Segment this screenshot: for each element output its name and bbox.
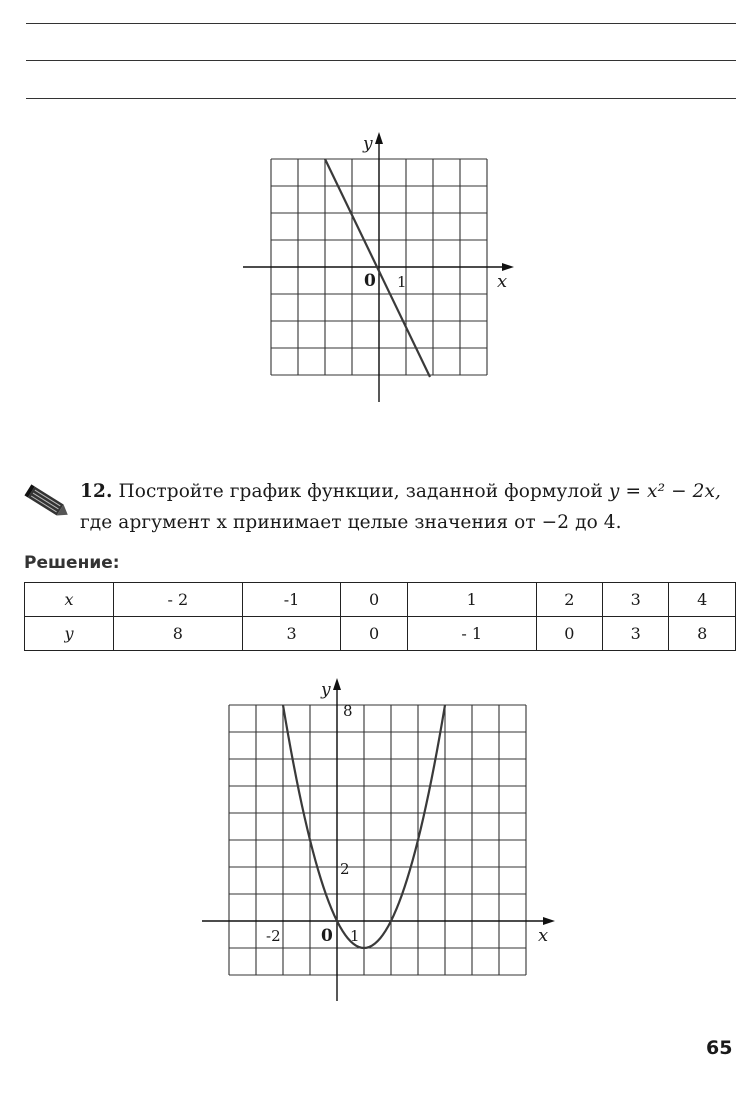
y-cell: 0 bbox=[341, 617, 407, 651]
x-cell: 0 bbox=[341, 583, 407, 617]
y-axis-arrow bbox=[375, 132, 383, 144]
y-cell: - 1 bbox=[407, 617, 536, 651]
x-axis-arrow bbox=[543, 917, 555, 925]
x-cell: 1 bbox=[407, 583, 536, 617]
y-cell: 8 bbox=[114, 617, 243, 651]
table-row-y bbox=[25, 617, 736, 651]
x-axis-label: x bbox=[497, 271, 508, 292]
y-two-label: 2 bbox=[340, 860, 350, 878]
x-cell: 3 bbox=[603, 583, 669, 617]
x-cell: -1 bbox=[242, 583, 341, 617]
y-cell: 8 bbox=[669, 617, 736, 651]
task-formula: y = x² − 2x, bbox=[608, 481, 722, 502]
row-y-label: y bbox=[25, 617, 114, 651]
neg-two-label: -2 bbox=[266, 927, 281, 945]
task-12 bbox=[80, 476, 740, 538]
x-cell: 4 bbox=[669, 583, 736, 617]
y-axis-label: y bbox=[363, 134, 373, 154]
y-axis-arrow bbox=[333, 678, 341, 690]
x-cell: 2 bbox=[536, 583, 602, 617]
origin-label: 0 bbox=[364, 271, 376, 291]
x-axis-arrow bbox=[502, 263, 514, 271]
task-number: 12. bbox=[80, 481, 113, 502]
y-eight-label: 8 bbox=[343, 702, 353, 720]
unit-label: 1 bbox=[350, 927, 360, 945]
x-axis-label: x bbox=[538, 925, 549, 946]
solution-label: Решение: bbox=[24, 553, 120, 573]
y-cell: 3 bbox=[242, 617, 341, 651]
row-x-label: x bbox=[25, 583, 114, 617]
x-cell: - 2 bbox=[114, 583, 243, 617]
table-row-x bbox=[25, 583, 736, 617]
page-number: 65 bbox=[706, 1037, 733, 1059]
y-cell: 0 bbox=[536, 617, 602, 651]
pencil-icon bbox=[24, 481, 72, 525]
y-cell: 3 bbox=[603, 617, 669, 651]
task-text-line1: Постройте график функции, заданной формулой bbox=[118, 481, 603, 502]
task-text-line2: где аргумент x принимает целые значения от −2 до 4. bbox=[80, 512, 622, 533]
function-line bbox=[325, 159, 430, 377]
origin-label: 0 bbox=[321, 926, 333, 946]
y-axis-label: y bbox=[321, 680, 331, 700]
values-table bbox=[24, 582, 736, 651]
linear-graph bbox=[243, 132, 514, 402]
unit-label: 1 bbox=[397, 273, 407, 291]
parabola-graph bbox=[202, 678, 555, 1001]
